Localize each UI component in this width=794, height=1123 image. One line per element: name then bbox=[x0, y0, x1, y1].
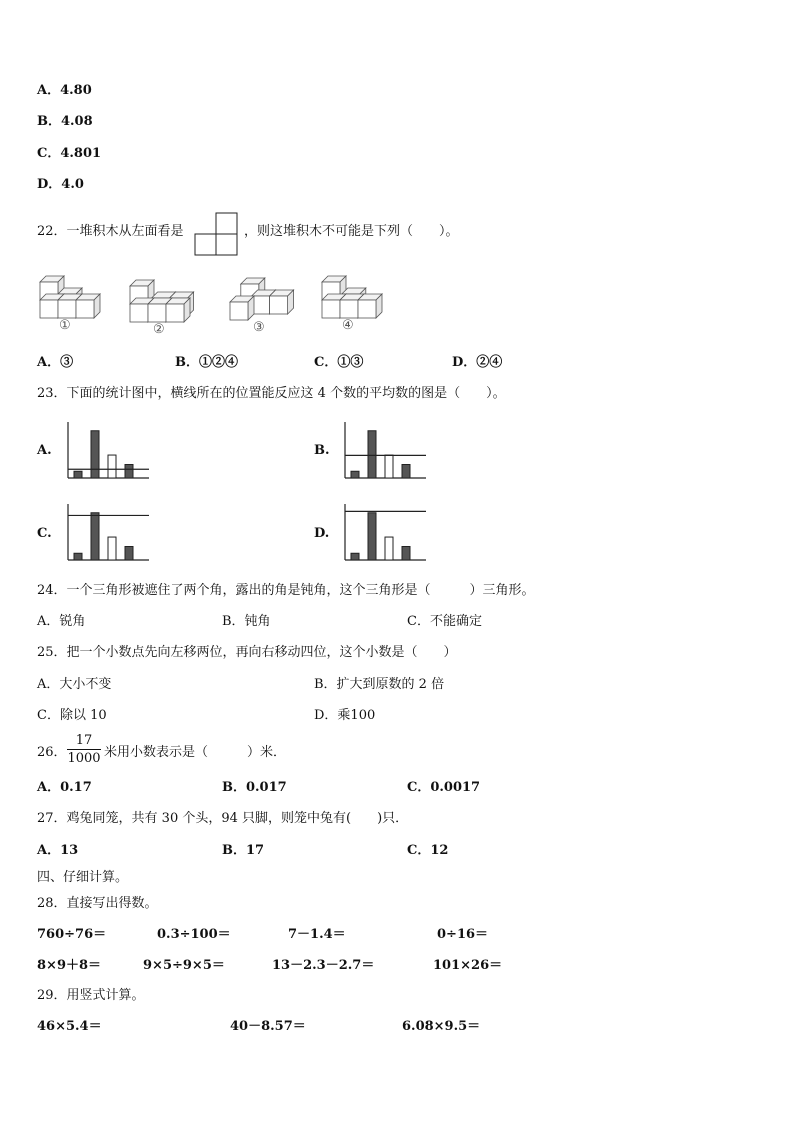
q27-option-b: B．17 bbox=[222, 843, 265, 858]
q22-option-a: A．③ bbox=[37, 355, 74, 370]
figure-label-2: ② bbox=[153, 322, 165, 337]
q25-option-d: D．乘100 bbox=[314, 708, 376, 723]
calc-item: 101×26＝ bbox=[433, 958, 503, 973]
vertical-calc-item: 6.08×9.5＝ bbox=[402, 1019, 481, 1034]
fraction-bar bbox=[67, 749, 101, 750]
chart-a bbox=[63, 420, 153, 482]
block-cube bbox=[230, 296, 254, 320]
chart-d-label: D. bbox=[314, 526, 330, 541]
q21-option-d: D．4.0 bbox=[37, 177, 84, 192]
bar bbox=[125, 547, 133, 561]
figure-label-4: ④ bbox=[342, 318, 354, 333]
chart-b-label: B. bbox=[314, 443, 330, 458]
bar bbox=[402, 465, 410, 479]
calc-item: 7－1.4＝ bbox=[288, 927, 346, 942]
fraction-denominator: 1000 bbox=[67, 751, 101, 766]
figure-label-3: ③ bbox=[253, 320, 265, 335]
left-view-figure bbox=[194, 212, 240, 256]
q24-option-c: C．不能确定 bbox=[407, 614, 482, 629]
vertical-calc-item: 46×5.4＝ bbox=[37, 1019, 102, 1034]
fraction-17-1000 bbox=[67, 733, 101, 766]
calc-item: 0÷16＝ bbox=[437, 927, 489, 942]
q27-stem: 27．鸡兔同笼，共有 30 个头，94 只脚，则笼中兔有( )只． bbox=[37, 811, 409, 826]
q21-option-b: B．4.08 bbox=[37, 114, 93, 129]
chart-c-label: C. bbox=[37, 526, 52, 541]
q21-option-a: A．4.80 bbox=[37, 83, 92, 98]
calc-item: 0.3÷100＝ bbox=[157, 927, 231, 942]
q24-stem: 24．一个三角形被遮住了两个角，露出的角是钝角，这个三角形是（ ）三角形。 bbox=[37, 583, 535, 598]
section-title: 四、仔细计算。 bbox=[37, 870, 129, 885]
bar bbox=[74, 553, 82, 560]
bar bbox=[368, 431, 376, 478]
calc-item: 8×9＋8＝ bbox=[37, 958, 102, 973]
q26-number: 26． bbox=[37, 745, 67, 760]
vertical-calc-item: 40－8.57＝ bbox=[230, 1019, 306, 1034]
fraction-numerator: 17 bbox=[75, 733, 93, 748]
bar bbox=[74, 471, 82, 478]
bar bbox=[385, 537, 393, 560]
q26-option-c: C．0.0017 bbox=[407, 780, 481, 795]
chart-a-label: A. bbox=[37, 443, 52, 458]
block-cube bbox=[166, 298, 190, 322]
bar bbox=[108, 537, 116, 560]
bar bbox=[91, 431, 99, 478]
bar bbox=[351, 471, 359, 478]
bar bbox=[91, 513, 99, 560]
calc-item: 760÷76＝ bbox=[37, 927, 107, 942]
q22-stem-after: ，则这堆积木不可能是下列（ ）。 bbox=[244, 224, 459, 239]
bar bbox=[368, 513, 376, 560]
chart-c bbox=[63, 502, 153, 564]
bar bbox=[351, 553, 359, 560]
q22-option-b: B．①②④ bbox=[175, 355, 238, 370]
q25-stem: 25．把一个小数点先向左移两位，再向右移动四位，这个小数是（ ） bbox=[37, 645, 457, 660]
q25-option-c: C．除以 10 bbox=[37, 708, 107, 723]
figure-label-1: ① bbox=[59, 318, 71, 333]
chart-b bbox=[340, 420, 430, 482]
q22-stem: 22．一堆积木从左面看是 bbox=[37, 224, 184, 239]
q28-stem: 28．直接写出得数。 bbox=[37, 896, 158, 911]
bar bbox=[385, 455, 393, 478]
q27-option-c: C．12 bbox=[407, 843, 449, 858]
block-cube bbox=[76, 294, 100, 318]
bar bbox=[108, 455, 116, 478]
q22-option-c: C．①③ bbox=[314, 355, 364, 370]
bar bbox=[402, 547, 410, 561]
chart-d bbox=[340, 502, 430, 564]
q21-option-c: C．4.801 bbox=[37, 146, 102, 161]
q26-stem: 米用小数表示是（ ）米． bbox=[104, 745, 287, 760]
bar bbox=[125, 465, 133, 479]
q25-option-a: A．大小不变 bbox=[37, 677, 112, 692]
q26-option-b: B．0.017 bbox=[222, 780, 287, 795]
calc-item: 13－2.3－2.7＝ bbox=[272, 958, 375, 973]
block-cube bbox=[270, 290, 294, 314]
q29-stem: 29．用竖式计算。 bbox=[37, 988, 145, 1003]
q25-option-b: B．扩大到原数的 2 倍 bbox=[314, 677, 445, 692]
calc-item: 9×5÷9×5＝ bbox=[143, 958, 225, 973]
q26-option-a: A．0.17 bbox=[37, 780, 92, 795]
q22-option-d: D．②④ bbox=[452, 355, 503, 370]
q23-stem: 23．下面的统计图中，横线所在的位置能反应这 4 个数的平均数的图是（ ）。 bbox=[37, 386, 506, 401]
q27-option-a: A．13 bbox=[37, 843, 79, 858]
block-cube bbox=[358, 294, 382, 318]
q24-option-a: A．锐角 bbox=[37, 614, 86, 629]
q24-option-b: B．钝角 bbox=[222, 614, 271, 629]
